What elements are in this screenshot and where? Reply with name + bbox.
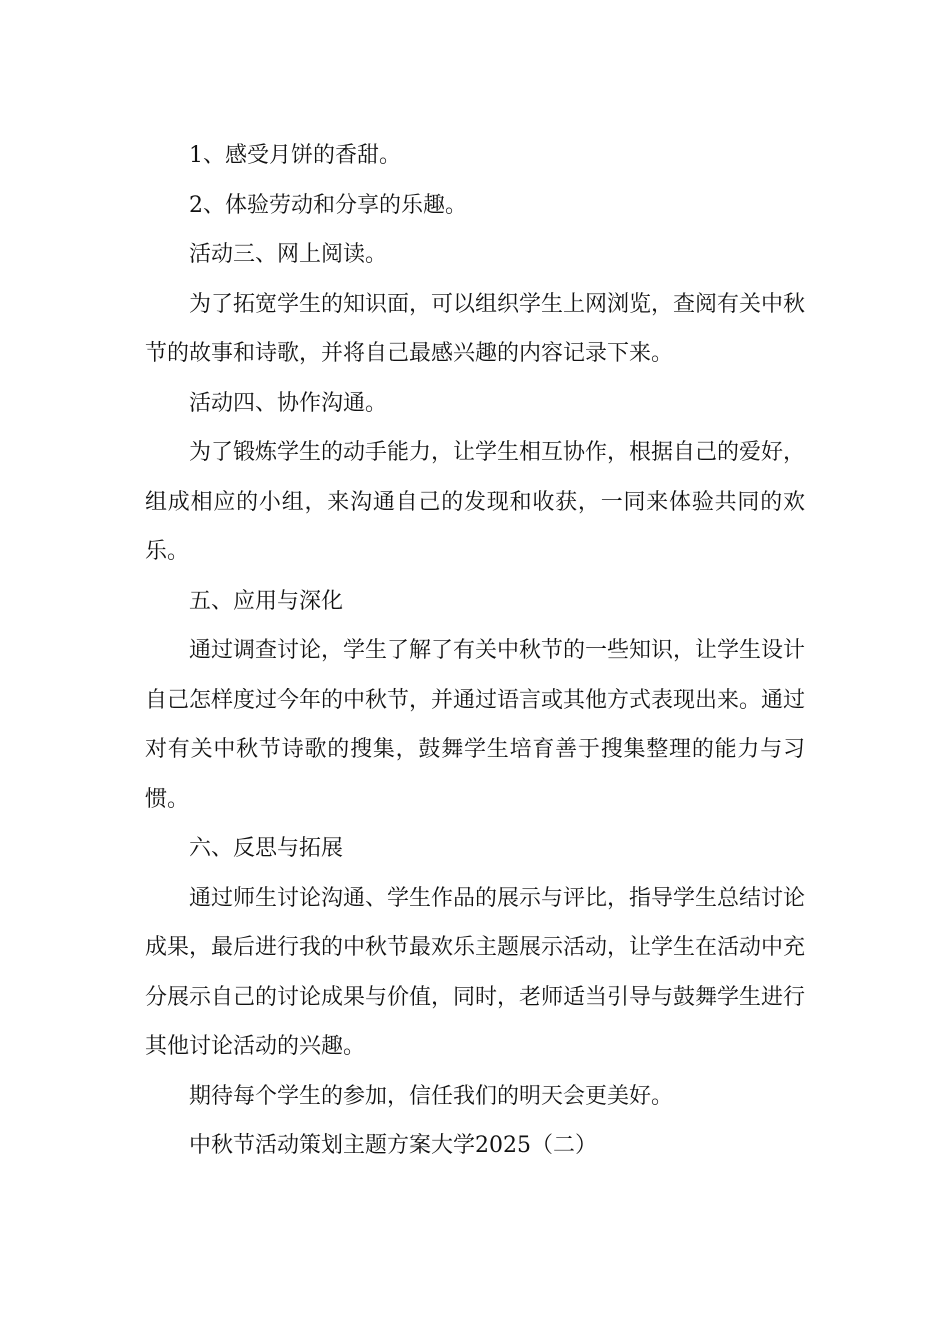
document-body: [145, 131, 805, 1171]
body-paragraph: 为了拓宽学生的知识面，可以组织学生上网浏览，查阅有关中秋节的故事和诗歌，并将自己最感兴趣的内容记录下来。: [145, 291, 806, 366]
body-paragraph: 期待每个学生的参加，信任我们的明天会更美好。: [189, 1083, 674, 1109]
list-item: 2、体验劳动和分享的乐趣。: [189, 192, 467, 218]
next-section-title: 中秋节活动策划主题方案大学2025（二）: [189, 1133, 597, 1158]
list-item: 1、感受月饼的香甜。: [189, 143, 401, 168]
body-paragraph: 通过调查讨论，学生了解了有关中秋节的一些知识，让学生设计自己怎样度过今年的中秋节，并通过语言或其他方式表现出来。通过对有关中秋节诗歌的搜集，鼓舞学生培育善于搜集整理的能力与习惯。: [145, 638, 806, 812]
body-paragraph: 为了锻炼学生的动手能力，让学生相互协作，根据自己的爱好，组成相应的小组，来沟通自己的发现和收获，一同来体验共同的欢乐。: [145, 440, 806, 564]
body-paragraph: 通过师生讨论沟通、学生作品的展示与评比，指导学生总结讨论成果，最后进行我的中秋节最欢乐主题展示活动，让学生在活动中充分展示自己的讨论成果与价值，同时，老师适当引导与鼓舞学生进行其他讨论活动的兴趣。: [145, 885, 806, 1059]
section-heading: 活动三、网上阅读。: [189, 242, 388, 267]
section-heading: 六、反思与拓展: [189, 836, 344, 861]
section-heading: 活动四、协作沟通。: [189, 390, 388, 416]
section-heading: 五、应用与深化: [189, 588, 344, 614]
